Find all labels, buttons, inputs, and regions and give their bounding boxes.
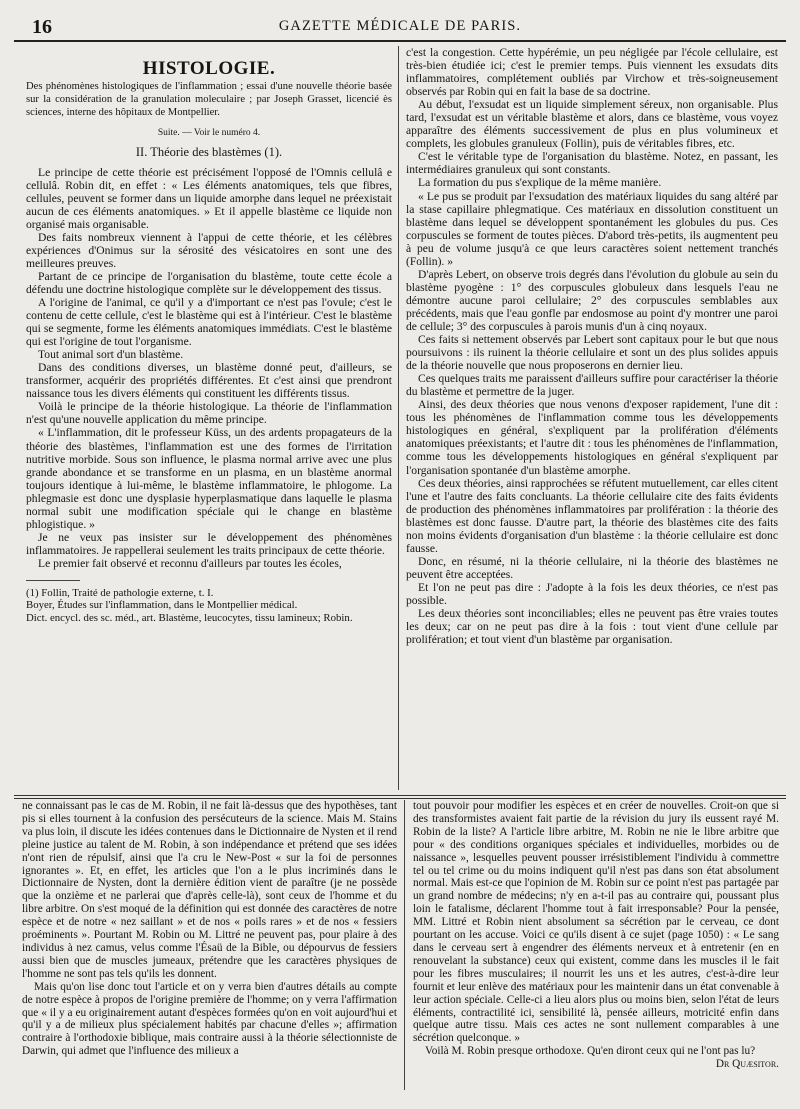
footnote: Boyer, Études sur l'inflammation, dans le Montpellier médical. [26,599,298,612]
paragraph: Mais qu'on lise donc tout l'article et on y verra bien d'autres détails au compte de notre espèce à propos de l'origine première de l'homme; on y verra l'affirmation que « il y a eu originairement autant d'espèces formées qu'on en voit aujourd'hui et qu'il y a de milieux plus spécialement habités par chacune d'elles »; affirmation contraire à l'orthodoxie biblique, mais contraire aussi à la théorie sélectionniste de Darwin, qui admet que l'influence des milieux a [22,980,397,1058]
paragraph: tout pouvoir pour modifier les espèces et en créer de nouvelles. Croit-on que si des transformistes avaient fait partie de la révision du jury ils eussent rayé M. Robin de la liste? A l'article libre arbitre, M. Robin ne nie le libre arbitre que pour « des conditions organiques spéciales et individuelles, morbides ou de naissance », lesquelles peuvent pousser irrésistiblement l'individu à commettre tel ou tel crime ou du moins indiquent qu'il n'est pas dans son état absolument normal. Mais est-ce que l'opinion de M. Robin sur ce point n'est pas partagée par un grand nombre de médecins; n'y en a-t-il pas au contraire qui, poussant plus loin le fatalisme, déclarent l'homme tout à fait irresponsable? Pour la pensée, MM. Littré et Robin nient absolument sa sécrétion par le cerveau, ce dont pourtant on les accuse. Voici ce qu'ils disent à ce sujet (page 1050) : « Le sang dans le cerveau sert à engendrer des éléments nerveux et à entretenir (en en renouvelant la substance) ceux qui existent, comme dans les muscles il le fait pour les fibres musculaires; il nourrit les uns et les autres, c'est-à-dire leur fournit et leur enlève des matériaux pour les maintenir dans un état convenable à leur action spéciale. Celle-ci a lieu alors plus ou moins bien, selon l'état de leurs éléments, contractilité ici, sensibilité là, pensée ailleurs, motricité enfin dans quelque autre tissu. Mais ces actes ne sont nullement comparables à une sécrétion quelconque. » [413,800,779,1045]
journal-title: GAZETTE MÉDICALE DE PARIS. [278,18,522,34]
paragraph: « Le pus se produit par l'exsudation des matériaux liquides du sang altéré par la stase capillaire phlegmatique. Ces matériaux en dissolution constituent un blastème dans lequel se développent spontanément les globules du pus. Ces corpuscules se forment de toutes pièces. D'abord très-petits, ils augmentent peu à peu de volume jusqu'à ce que leurs caractères soient nettement tranchés (Follin). » [406,189,778,268]
paragraph: Ainsi, des deux théories que nous venons d'exposer rapidement, l'une dit : tous les phénomènes de l'inflammation comme tous les développements histologiques en général, s'expliquent par la prolifération d'éléments anatomiques préexistants; et l'autre dit : tous les phénomènes de l'inflammation, comme tous les développements histologiques en général s'expliquent par l'organisation spontanée d'un blastème amorphe. [406,398,778,477]
paragraph: Ces deux théories, ainsi rapprochées se réfutent mutuellement, car elles citent l'une et l'autre des faits concluants. La théorie cellulaire cite des faits évidents de production des phénomènes inflammatoires par prolifération : la théorie des blastèmes est donc fausse. D'autre part, la théorie des blastèmes cite des faits non moins évidents d'organisation d'un blastème : la théorie cellulaire est donc fausse. [406,476,778,555]
part-heading: II. Théorie des blastèmes (1). [135,145,283,160]
paragraph: Voilà M. Robin presque orthodoxe. Qu'en diront ceux qui ne l'ont pas lu? [425,1045,756,1058]
paragraph: D'après Lebert, on observe trois degrés dans l'évolution du globule au sein du blastème pyogène : 1° des corpuscules globuleux dans lesquels l'eau ne démontre aucune paroi cellulaire; 2° des corpuscules semblables aux précédents, mais que l'eau gonfle par endosmose au point d'y montrer une paroi de cellule; 3° des corpuscules à parois munis d'un à cinq noyaux. [406,267,778,333]
paragraph: C'est le véritable type de l'organisation du blastème. Notez, en passant, les intermédiaires granuleux qui sont constants. [406,150,778,177]
section-separator [14,795,786,796]
page-number: 16 [32,16,52,38]
article-subtitle: Des phénomènes histologiques de l'inflammation ; essai d'une nouvelle théorie basée sur la considération de la granulation moleculaire ; par Joseph Grasset, licencié ès sciences, interne des hôpitaux de Montpellier. [26,81,392,118]
lower-column-left [22,800,397,1058]
paragraph: Ces quelques traits me paraissent d'ailleurs suffire pour caractériser la théorie du blastème et permettre de la juger. [406,372,778,399]
paragraph: c'est la congestion. Cette hypérémie, un peu négligée par l'école cellulaire, est très-bien étudiée ici; c'est le premier temps. Puis viennent les exsudats dits inflammatoires, complétement oubliés par Virchow et très-soigneusement observés par Robin qui en fait la base de sa doctrine. [406,46,778,99]
paragraph: Tout animal sort d'un blastème. [38,348,184,362]
footnote-rule [26,580,80,581]
column-divider-lower [404,800,405,1090]
paragraph: Le premier fait observé et reconnu d'ailleurs par toutes les écoles, [38,556,342,570]
paragraph: Et l'on ne peut pas dire : J'adopte à la fois les deux théories, ce n'est pas possible. [406,580,778,607]
paragraph: Voilà le principe de la théorie histologique. La théorie de l'inflammation n'est qu'une nouvelle application du même principe. [26,400,392,427]
lower-column-right [413,800,779,1071]
column-4-body [413,800,779,1058]
column-divider-upper [398,46,399,790]
footnotes [26,587,392,624]
paragraph: Les deux théories sont inconciliables; elles ne peuvent pas être vraies toutes les deux; car on ne peut pas dire à la fois : tout vient d'une cellule par prolifération; et tout vient d'un blastème par organisation. [406,607,778,647]
column-1-body [26,166,392,570]
author-signature: Dr Quæsitor. [715,1058,779,1071]
paragraph: La formation du pus s'explique de la même manière. [418,176,662,190]
running-header [14,16,786,42]
paragraph: Dans des conditions diverses, un blastème donné peut, d'ailleurs, se transformer, acquérir des propriétés différentes. Et c'est ainsi que prendront naissance tous les divers éléments qui constituent les différents tissus. [26,361,392,401]
paragraph: ne connaissant pas le cas de M. Robin, il ne fait là-dessus que des hypothèses, tant pis si elles tournent à la confusion des persécuteurs de la science. Mais M. Stains va plus loin, il discute les idées contenues dans le Dictionnaire de Nysten et il rend pleine justice au talent de M. Robin, à son indépendance et prétend que ses idées n'ont rien de répulsif, ainsi que l'a cru le New-Post « sur la foi de personnes ignorantes ». Et, en effet, les articles que l'on a le plus incriminés dans le Dictionnaire de Nysten, dont la dernière édition vient de paraître (je ne possède que la onzième et ne parlerai que d'après celle-là), sont ceux de l'homme et du libre arbitre. On s'est moqué de la définition qui est donnée des caractères de notre espèce et de notre « nez saillant » et de nos « poils rares » et de nos « fessiers proéminents ». Pourtant M. Robin ou M. Littré ne peuvent pas, pour plaire à des individus à nez camus, velus comme l'Ésaü de la Bible, ou dépourvus de fessiers aussi bien que de muscles jumeaux, prétendre que les caractères physiques de l'homme ne sont pas tels qu'ils les donnent. [22,800,397,980]
paragraph: Des faits nombreux viennent à l'appui de cette théorie, et les célèbres expériences d'Onimus sur la sérosité des vésicatoires en sont une des meilleures preuves. [26,230,392,270]
paragraph: A l'origine de l'animal, ce qu'il y a d'important ce n'est pas l'ovule; c'est le contenu de cette cellule, c'est le blastème qui est à l'intérieur. C'est le blastème qui se segmente, forme les éléments anatomiques immédiats. C'est le blastème qui est l'origine de tout l'organisme. [26,296,392,349]
paragraph: « L'inflammation, dit le professeur Küss, un des ardents propagateurs de la théorie des blastèmes, l'inflammation est une des formes de l'irritation nutritive morbide. Sous son influence, le plasma normal arrive avec une plus grande abondance et se transforme en un plasma, en un blastème anormal toujours identique à lui-même, le blastème inflammatoire, le phlogome. La phlegmasie est donc une dysplasie hyperplasmatique dans laquelle le plasma normal subit une modification spéciale qui le change en blastème phlogistique. » [26,426,392,531]
paragraph: Au début, l'exsudat est un liquide simplement séreux, non organisable. Plus tard, l'exsudat est un véritable blastème et alors, dans ce blastème, vous voyez apparaître des éléments successivement de plus en plus volumineux et complets, les globules granuleux (Follin), puis de véritables fibres, etc. [406,98,778,151]
footnote: (1) Follin, Traité de pathologie externe, t. I. [26,586,214,599]
footnote: Dict. encycl. des sc. méd., art. Blastème, leucocytes, tissu lamineux; Robin. [26,611,353,624]
continuation-note: Suite. — Voir le numéro 4. [157,128,261,139]
section-title: HISTOLOGIE. [142,58,276,79]
paragraph: Partant de ce principe de l'organisation du blastème, toute cette école a défendu une doctrine histologique complète sur le développement des tissus. [26,269,392,296]
article-column-right [406,46,778,646]
paragraph: Donc, en résumé, ni la théorie cellulaire, ni la théorie des blastèmes ne peuvent être acceptées. [406,554,778,581]
section-separator-double [14,798,786,799]
paragraph: Je ne veux pas insister sur le développement des phénomènes inflammatoires. Je rappellerai seulement les traits principaux de cette théorie. [26,530,392,557]
column-3-body [22,800,397,1058]
paragraph: Le principe de cette théorie est précisément l'opposé de l'Omnis cellulâ e cellulâ. Robin dit, en effet : « Les éléments anatomiques, tels que fibres, cellules, peuvent se former dans un liquide amorphe dans lequel ne préexistait aucun de ces éléments anatomiques. » Et il appelle blastème ce liquide non organisé mais organisable. [26,165,392,231]
article-column-left [26,58,392,624]
column-2-body [406,46,778,646]
paragraph: Ces faits si nettement observés par Lebert sont capitaux pour le but que nous poursuivons : ils ruinent la théorie cellulaire et sont un des plus solides appuis de la théorie nouvelle que nous proposerons en dernier lieu. [406,333,778,373]
